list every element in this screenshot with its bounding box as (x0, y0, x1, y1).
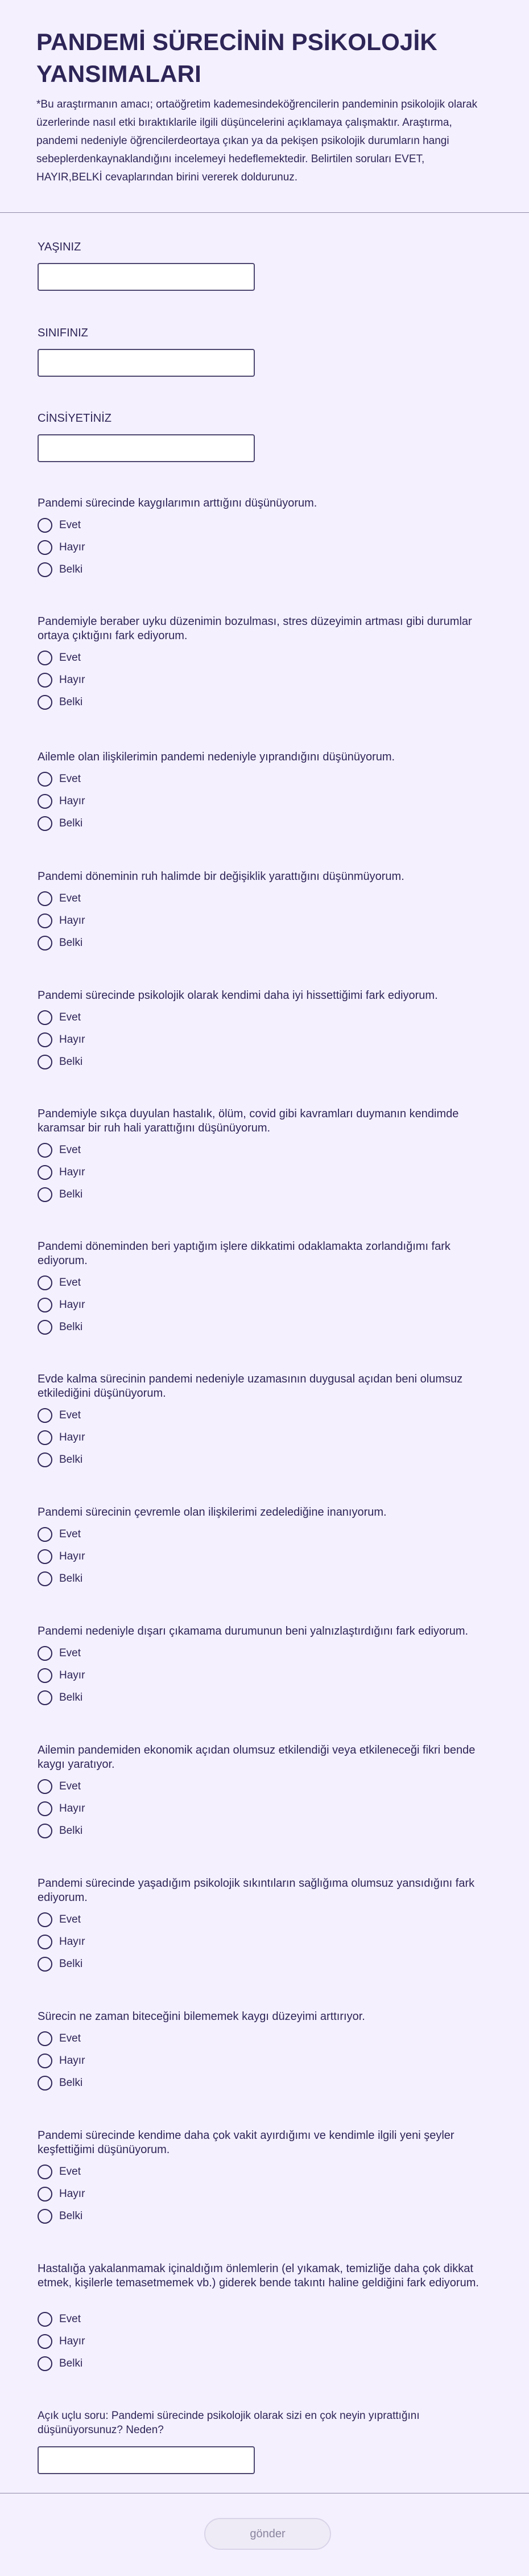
radio-button[interactable] (38, 2076, 52, 2091)
radio-option-evet[interactable] (38, 1408, 81, 1423)
radio-button[interactable] (38, 540, 52, 555)
radio-button[interactable] (38, 1801, 52, 1816)
radio-button[interactable] (38, 913, 52, 928)
radio-option-label: Evet (59, 892, 81, 904)
radio-question (38, 1877, 493, 1970)
radio-question (38, 2010, 493, 2089)
radio-option-hayir[interactable] (38, 1032, 85, 1047)
radio-option-label: Belki (59, 2357, 83, 2369)
radio-question (38, 989, 493, 1068)
gender-input[interactable] (38, 434, 255, 462)
question-text: Pandemi sürecinde kaygılarımın arttığını düşünüyorum. (38, 497, 317, 509)
radio-option-label: Belki (59, 1825, 83, 1837)
radio-option-belki[interactable] (38, 936, 82, 950)
radio-option-evet[interactable] (38, 772, 81, 787)
radio-button[interactable] (38, 651, 52, 665)
question-label: YAŞINIZ (38, 241, 81, 253)
radio-option-belki[interactable] (38, 695, 82, 710)
radio-option-label: Hayır (59, 915, 85, 927)
radio-option-label: Hayır (59, 1299, 85, 1311)
radio-button[interactable] (38, 518, 52, 533)
radio-option-belki[interactable] (38, 1690, 82, 1705)
radio-option-label: Belki (59, 1692, 83, 1703)
radio-option-label: Evet (59, 2032, 81, 2044)
radio-option-belki[interactable] (38, 2356, 82, 2371)
radio-option-hayir[interactable] (38, 1549, 85, 1564)
radio-option-hayir[interactable] (38, 794, 85, 809)
question-text: Pandemi sürecinde yaşadığım psikolojik sıkıntıların sağlığıma olumsuz yansıdığını fark ediyorum. (38, 1877, 475, 1904)
radio-button[interactable] (38, 1646, 52, 1661)
radio-button[interactable] (38, 1010, 52, 1025)
radio-option-label: Belki (59, 1321, 83, 1333)
radio-option-label: Evet (59, 519, 81, 531)
radio-question (38, 496, 493, 575)
radio-option-label: Evet (59, 1144, 81, 1156)
radio-button[interactable] (38, 2312, 52, 2327)
radio-button[interactable] (38, 1143, 52, 1158)
class-input[interactable] (38, 349, 255, 377)
radio-option-label: Hayır (59, 541, 85, 553)
radio-button[interactable] (38, 1408, 52, 1423)
radio-button[interactable] (38, 1527, 52, 1542)
radio-question (38, 1624, 493, 1703)
radio-button[interactable] (38, 772, 52, 787)
question-label: SINIFINIZ (38, 327, 88, 339)
radio-option-label: Hayır (59, 795, 85, 807)
radio-option-belki[interactable] (38, 1957, 82, 1972)
radio-button[interactable] (38, 1275, 52, 1290)
radio-button[interactable] (38, 1935, 52, 1949)
question-text: Pandemi nedeniyle dışarı çıkamama durumunun beni yalnızlaştırdığını fark ediyorum. (38, 1625, 469, 1637)
radio-button[interactable] (38, 562, 52, 577)
radio-option-belki[interactable] (38, 1824, 82, 1838)
radio-button[interactable] (38, 1957, 52, 1972)
radio-option-hayir[interactable] (38, 1801, 85, 1816)
radio-button[interactable] (38, 1430, 52, 1445)
radio-button[interactable] (38, 816, 52, 831)
radio-button[interactable] (38, 1824, 52, 1838)
radio-option-evet[interactable] (38, 1912, 81, 1927)
question-class (38, 325, 493, 341)
radio-button[interactable] (38, 2334, 52, 2349)
question-text: Pandemi sürecinde psikolojik olarak kendimi daha iyi hissettiğimi fark ediyorum. (38, 989, 438, 1002)
radio-option-hayir[interactable] (38, 1165, 85, 1180)
radio-option-label: Hayır (59, 1550, 85, 1562)
radio-option-label: Belki (59, 563, 83, 575)
radio-question (38, 2129, 493, 2222)
radio-option-label: Hayır (59, 1669, 85, 1681)
radio-option-label: Evet (59, 1528, 81, 1540)
radio-option-hayir[interactable] (38, 673, 85, 688)
question-text: Ailemle olan ilişkilerimin pandemi nedeniyle yıprandığını düşünüyorum. (38, 751, 395, 763)
question-text: Hastalığa yakalanmamak içinaldığım önlemlerin (el yıkamak, temizliğe daha çok dikkat etmek, kişilerle temasetmemek vb.) giderek bende takıntı haline geldiğini fark ediyorum. (38, 2262, 479, 2289)
radio-button[interactable] (38, 1549, 52, 1564)
radio-option-label: Evet (59, 1647, 81, 1659)
radio-option-hayir[interactable] (38, 540, 85, 555)
radio-button[interactable] (38, 2054, 52, 2068)
radio-option-label: Hayır (59, 1936, 85, 1948)
radio-question (38, 2262, 493, 2369)
radio-option-hayir[interactable] (38, 1298, 85, 1312)
radio-button[interactable] (38, 1779, 52, 1794)
radio-button[interactable] (38, 2187, 52, 2201)
radio-option-label: Hayır (59, 1431, 85, 1443)
radio-button[interactable] (38, 695, 52, 710)
question-text: Pandemi döneminin ruh halimde bir değişiklik yarattığını düşünmüyorum. (38, 870, 404, 883)
radio-option-label: Evet (59, 652, 81, 664)
question-open (38, 2409, 493, 2437)
radio-option-evet[interactable] (38, 1646, 81, 1661)
radio-option-label: Hayır (59, 2335, 85, 2347)
radio-option-label: Hayır (59, 1166, 85, 1178)
submit-button[interactable]: gönder (204, 2518, 331, 2550)
radio-option-hayir[interactable] (38, 1935, 85, 1949)
radio-option-evet[interactable] (38, 2312, 81, 2327)
radio-option-evet[interactable] (38, 1779, 81, 1794)
form-title: PANDEMİ SÜRECİNİN PSİKOLOJİK YANSIMALARI (36, 28, 437, 87)
radio-button[interactable] (38, 1912, 52, 1927)
radio-button[interactable] (38, 2031, 52, 2046)
question-gender (38, 410, 493, 426)
radio-option-label: Evet (59, 1011, 81, 1023)
radio-question (38, 1743, 493, 1837)
open-answer-input[interactable] (38, 2446, 255, 2474)
radio-option-evet[interactable] (38, 1527, 81, 1542)
radio-button[interactable] (38, 1165, 52, 1180)
radio-button[interactable] (38, 936, 52, 950)
radio-option-label: Belki (59, 1454, 83, 1466)
question-text: Pandemiyle sıkça duyulan hastalık, ölüm, covid gibi kavramları duymanın kendimde karamsar bir ruh hali yarattığını düşünüyorum. (38, 1108, 459, 1134)
radio-option-hayir[interactable] (38, 2054, 85, 2068)
radio-option-hayir[interactable] (38, 913, 85, 928)
radio-button[interactable] (38, 1320, 52, 1335)
radio-option-label: Belki (59, 696, 83, 708)
question-age (38, 239, 493, 255)
radio-option-belki[interactable] (38, 1452, 82, 1467)
question-text: Pandemi döneminden beri yaptığım işlere dikkatimi odaklamakta zorlandığımı fark ediyorum. (38, 1240, 451, 1267)
radio-question (38, 1240, 493, 1333)
radio-button[interactable] (38, 2356, 52, 2371)
radio-button[interactable] (38, 1032, 52, 1047)
radio-option-label: Evet (59, 2166, 81, 2178)
radio-option-label: Belki (59, 817, 83, 829)
form-description: *Bu araştırmanın amacı; ortaöğretim kademesindeköğrencilerin pandeminin psikolojik olarak üzerlerinde nasıl etki bıraktıklarile ilgili düşüncelerini açıklamaya çalışmaktır. Araştırma, pandemi nedeniyle öğrencilerdeortaya çıkan ya da pekişen psikolojik durumların hangi sebeplerdenkaynaklandığını incelemeyi hedeflemektedir. Belirtilen soruları EVET, HAYIR,BELKİ cevaplarından birini vererek doldurunuz. (36, 98, 478, 183)
radio-option-label: Hayır (59, 1034, 85, 1046)
radio-option-label: Belki (59, 2077, 83, 2089)
radio-button[interactable] (38, 1187, 52, 1202)
form-header (0, 0, 529, 213)
radio-option-evet[interactable] (38, 518, 81, 533)
radio-option-label: Evet (59, 1277, 81, 1289)
question-text: Sürecin ne zaman biteceğini bilememek kaygı düzeyimi arttırıyor. (38, 2010, 365, 2023)
radio-question (38, 870, 493, 949)
radio-option-hayir[interactable] (38, 2187, 85, 2201)
radio-option-label: Hayır (59, 2188, 85, 2200)
radio-option-evet[interactable] (38, 891, 81, 906)
radio-option-label: Hayır (59, 2055, 85, 2067)
radio-option-label: Belki (59, 937, 83, 949)
radio-option-evet[interactable] (38, 1010, 81, 1025)
radio-option-label: Belki (59, 1056, 83, 1068)
question-text: Evde kalma sürecinin pandemi nedeniyle uzamasının duygusal açıdan beni olumsuz etkilediğini düşünüyorum. (38, 1373, 463, 1400)
radio-option-evet[interactable] (38, 1275, 81, 1290)
radio-button[interactable] (38, 1452, 52, 1467)
radio-button[interactable] (38, 673, 52, 688)
radio-option-label: Belki (59, 1573, 83, 1585)
radio-option-label: Belki (59, 2210, 83, 2222)
radio-button[interactable] (38, 1571, 52, 1586)
radio-option-belki[interactable] (38, 2209, 82, 2224)
radio-option-evet[interactable] (38, 2165, 81, 2179)
question-label: CİNSİYETİNİZ (38, 412, 112, 425)
radio-question (38, 615, 493, 708)
radio-option-hayir[interactable] (38, 1668, 85, 1683)
radio-option-hayir[interactable] (38, 1430, 85, 1445)
radio-option-evet[interactable] (38, 1143, 81, 1158)
radio-option-label: Evet (59, 773, 81, 785)
radio-option-label: Evet (59, 1409, 81, 1421)
radio-option-evet[interactable] (38, 651, 81, 665)
radio-option-label: Evet (59, 1914, 81, 1925)
radio-option-label: Hayır (59, 674, 85, 686)
radio-option-belki[interactable] (38, 1571, 82, 1586)
radio-option-label: Belki (59, 1958, 83, 1970)
radio-option-evet[interactable] (38, 2031, 81, 2046)
radio-option-belki[interactable] (38, 2076, 82, 2091)
radio-option-label: Belki (59, 1188, 83, 1200)
radio-option-label: Hayır (59, 1803, 85, 1814)
radio-button[interactable] (38, 794, 52, 809)
radio-button[interactable] (38, 1668, 52, 1683)
question-label: Açık uçlu soru: Pandemi sürecinde psikolojik olarak sizi en çok neyin yıprattığını düşünüyorsunuz? Neden? (38, 2410, 420, 2436)
radio-option-belki[interactable] (38, 562, 82, 577)
radio-button[interactable] (38, 2209, 52, 2224)
radio-button[interactable] (38, 891, 52, 906)
radio-option-label: Evet (59, 1780, 81, 1792)
question-text: Ailemin pandemiden ekonomik açıdan olumsuz etkilendiği veya etkileneceği fikri bende kaygı yaratıyor. (38, 1744, 476, 1771)
radio-button[interactable] (38, 2165, 52, 2179)
radio-question (38, 1107, 493, 1200)
radio-button[interactable] (38, 1690, 52, 1705)
radio-option-belki[interactable] (38, 816, 82, 831)
question-text: Pandemi sürecinde kendime daha çok vakit ayırdığımı ve kendimle ilgili yeni şeyler keşfettiğimi düşünüyorum. (38, 2129, 454, 2156)
radio-option-belki[interactable] (38, 1320, 82, 1335)
radio-option-label: Evet (59, 2313, 81, 2325)
question-text: Pandemi sürecinin çevremle olan ilişkilerimi zedelediğine inanıyorum. (38, 1506, 387, 1519)
radio-button[interactable] (38, 1055, 52, 1069)
radio-option-belki[interactable] (38, 1187, 82, 1202)
radio-button[interactable] (38, 1298, 52, 1312)
radio-option-belki[interactable] (38, 1055, 82, 1069)
radio-question (38, 750, 493, 829)
radio-option-hayir[interactable] (38, 2334, 85, 2349)
question-text: Pandemiyle beraber uyku düzenimin bozulması, stres düzeyimin artması gibi durumlar ortaya çıktığını fark ediyorum. (38, 615, 472, 642)
radio-question (38, 1372, 493, 1466)
age-input[interactable] (38, 263, 255, 291)
radio-question (38, 1505, 493, 1585)
